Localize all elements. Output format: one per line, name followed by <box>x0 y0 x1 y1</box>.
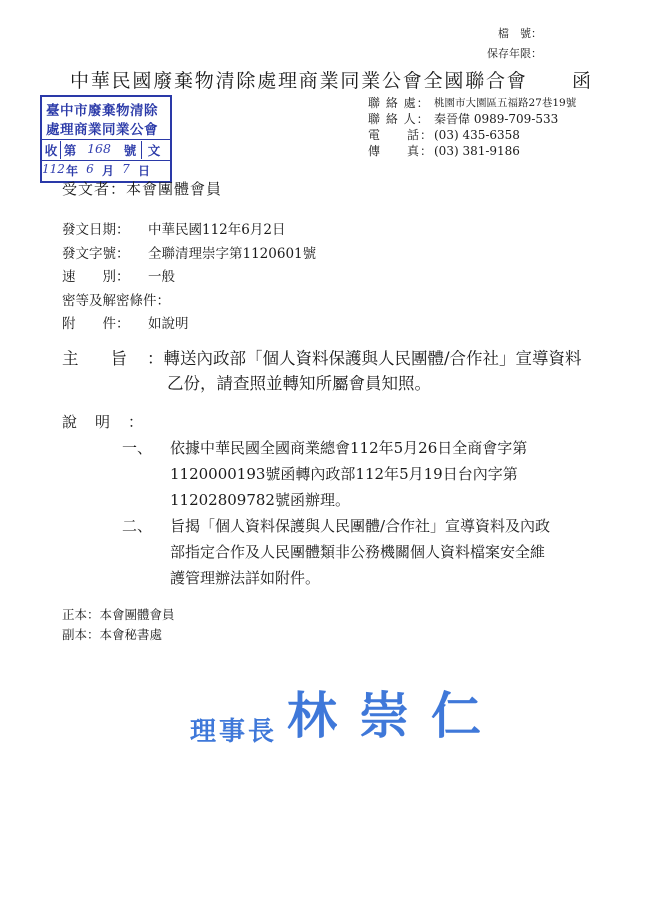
contact-person: 秦晉偉 0989-709-533 <box>434 112 559 126</box>
item-line: 部指定合作及人民團體類非公務機關個人資料檔案安全維 <box>170 543 546 561</box>
item-line: 1120000193號函轉內政部112年5月19日台內字第 <box>170 465 518 483</box>
distribution <box>62 605 175 645</box>
item-line: 旨揭「個人資料保護與人民團體/合作社」宣導資料及內政 <box>170 517 551 535</box>
item-line: 依據中華民國全國商業總會112年5月26日全商會字第 <box>170 439 528 457</box>
ref-label: 發文字號： <box>62 245 130 262</box>
file-meta <box>452 24 542 64</box>
contact-block <box>368 95 576 159</box>
received-stamp <box>40 95 172 183</box>
recipient-value: 本會團體會員 <box>126 180 223 198</box>
issue-date: 中華民國112年6月2日 <box>148 222 286 238</box>
address: 桃園市大園區五福路27巷19號 <box>434 97 577 109</box>
stamp-year: 112 <box>42 162 65 176</box>
copy-label: 副本： <box>62 627 100 642</box>
person-label: 聯 絡 人： <box>368 112 430 126</box>
attachment-label: 附 件： <box>62 316 130 332</box>
retention-label: 保存年限： <box>487 47 542 60</box>
item-line: 護管理辦法詳如附件。 <box>170 569 321 587</box>
phone: (03) 435-6358 <box>434 128 520 142</box>
stamp-nian: 年 <box>65 164 78 178</box>
signature-title: 理事長 <box>190 717 278 747</box>
date-label: 發文日期： <box>62 222 130 238</box>
item-number: 一、 <box>122 439 153 457</box>
fax-label: 傳 真： <box>368 144 434 158</box>
original-label: 正本： <box>62 607 100 622</box>
stamp-org-line2: 處理商業同業公會 <box>46 122 158 138</box>
item-number: 二、 <box>122 517 153 535</box>
stamp-receipt-row <box>42 141 170 159</box>
document-meta <box>62 219 316 337</box>
stamp-yue: 月 <box>101 164 114 178</box>
stamp-di: 第 <box>63 143 77 158</box>
subject-line-2: 乙份，請查照並轉知所屬會員知照。 <box>167 374 431 393</box>
stamp-day: 7 <box>122 162 130 176</box>
phone-label: 電 話： <box>368 128 434 142</box>
doc-type: 函 <box>572 70 592 92</box>
fax: (03) 381-9186 <box>434 144 520 158</box>
subject-line-1: ：轉送內政部「個人資料保護與人民團體/合作社」宣導資料 <box>147 349 582 368</box>
explanation-label: 說明： <box>62 413 162 431</box>
stamp-wen: 文 <box>147 143 161 158</box>
subject-label: 主旨 <box>62 349 159 368</box>
stamp-ri: 日 <box>137 164 150 178</box>
speed-label: 速 別： <box>62 269 130 285</box>
stamp-recv: 收 <box>42 141 61 159</box>
stamp-org-line1: 臺中市廢棄物清除 <box>46 103 158 119</box>
speed-value: 一般 <box>148 269 175 285</box>
original-recipient: 本會團體會員 <box>99 607 175 622</box>
reference-number: 全聯清理崇字第1120601號 <box>148 245 317 262</box>
recipient-line <box>62 178 222 199</box>
copy-recipient: 本會秘書處 <box>99 627 163 642</box>
secret-label: 密等及解密條件： <box>62 292 170 309</box>
recipient-label: 受文者： <box>62 180 127 198</box>
item-line: 11202809782號函辦理。 <box>170 491 350 509</box>
org-title: 中華民國廢棄物清除處理商業同業公會全國聯合會 <box>70 70 528 92</box>
chairman-signature-seal <box>190 676 503 748</box>
attachment-value: 如說明 <box>148 316 189 332</box>
stamp-number: 168 <box>87 141 111 156</box>
stamp-hao: 號 <box>119 141 142 159</box>
archive-no-label: 檔 號： <box>498 27 542 40</box>
stamp-month: 6 <box>86 162 94 176</box>
address-label: 聯 絡 處： <box>368 96 430 110</box>
signature-name: 林崇仁 <box>287 687 504 745</box>
